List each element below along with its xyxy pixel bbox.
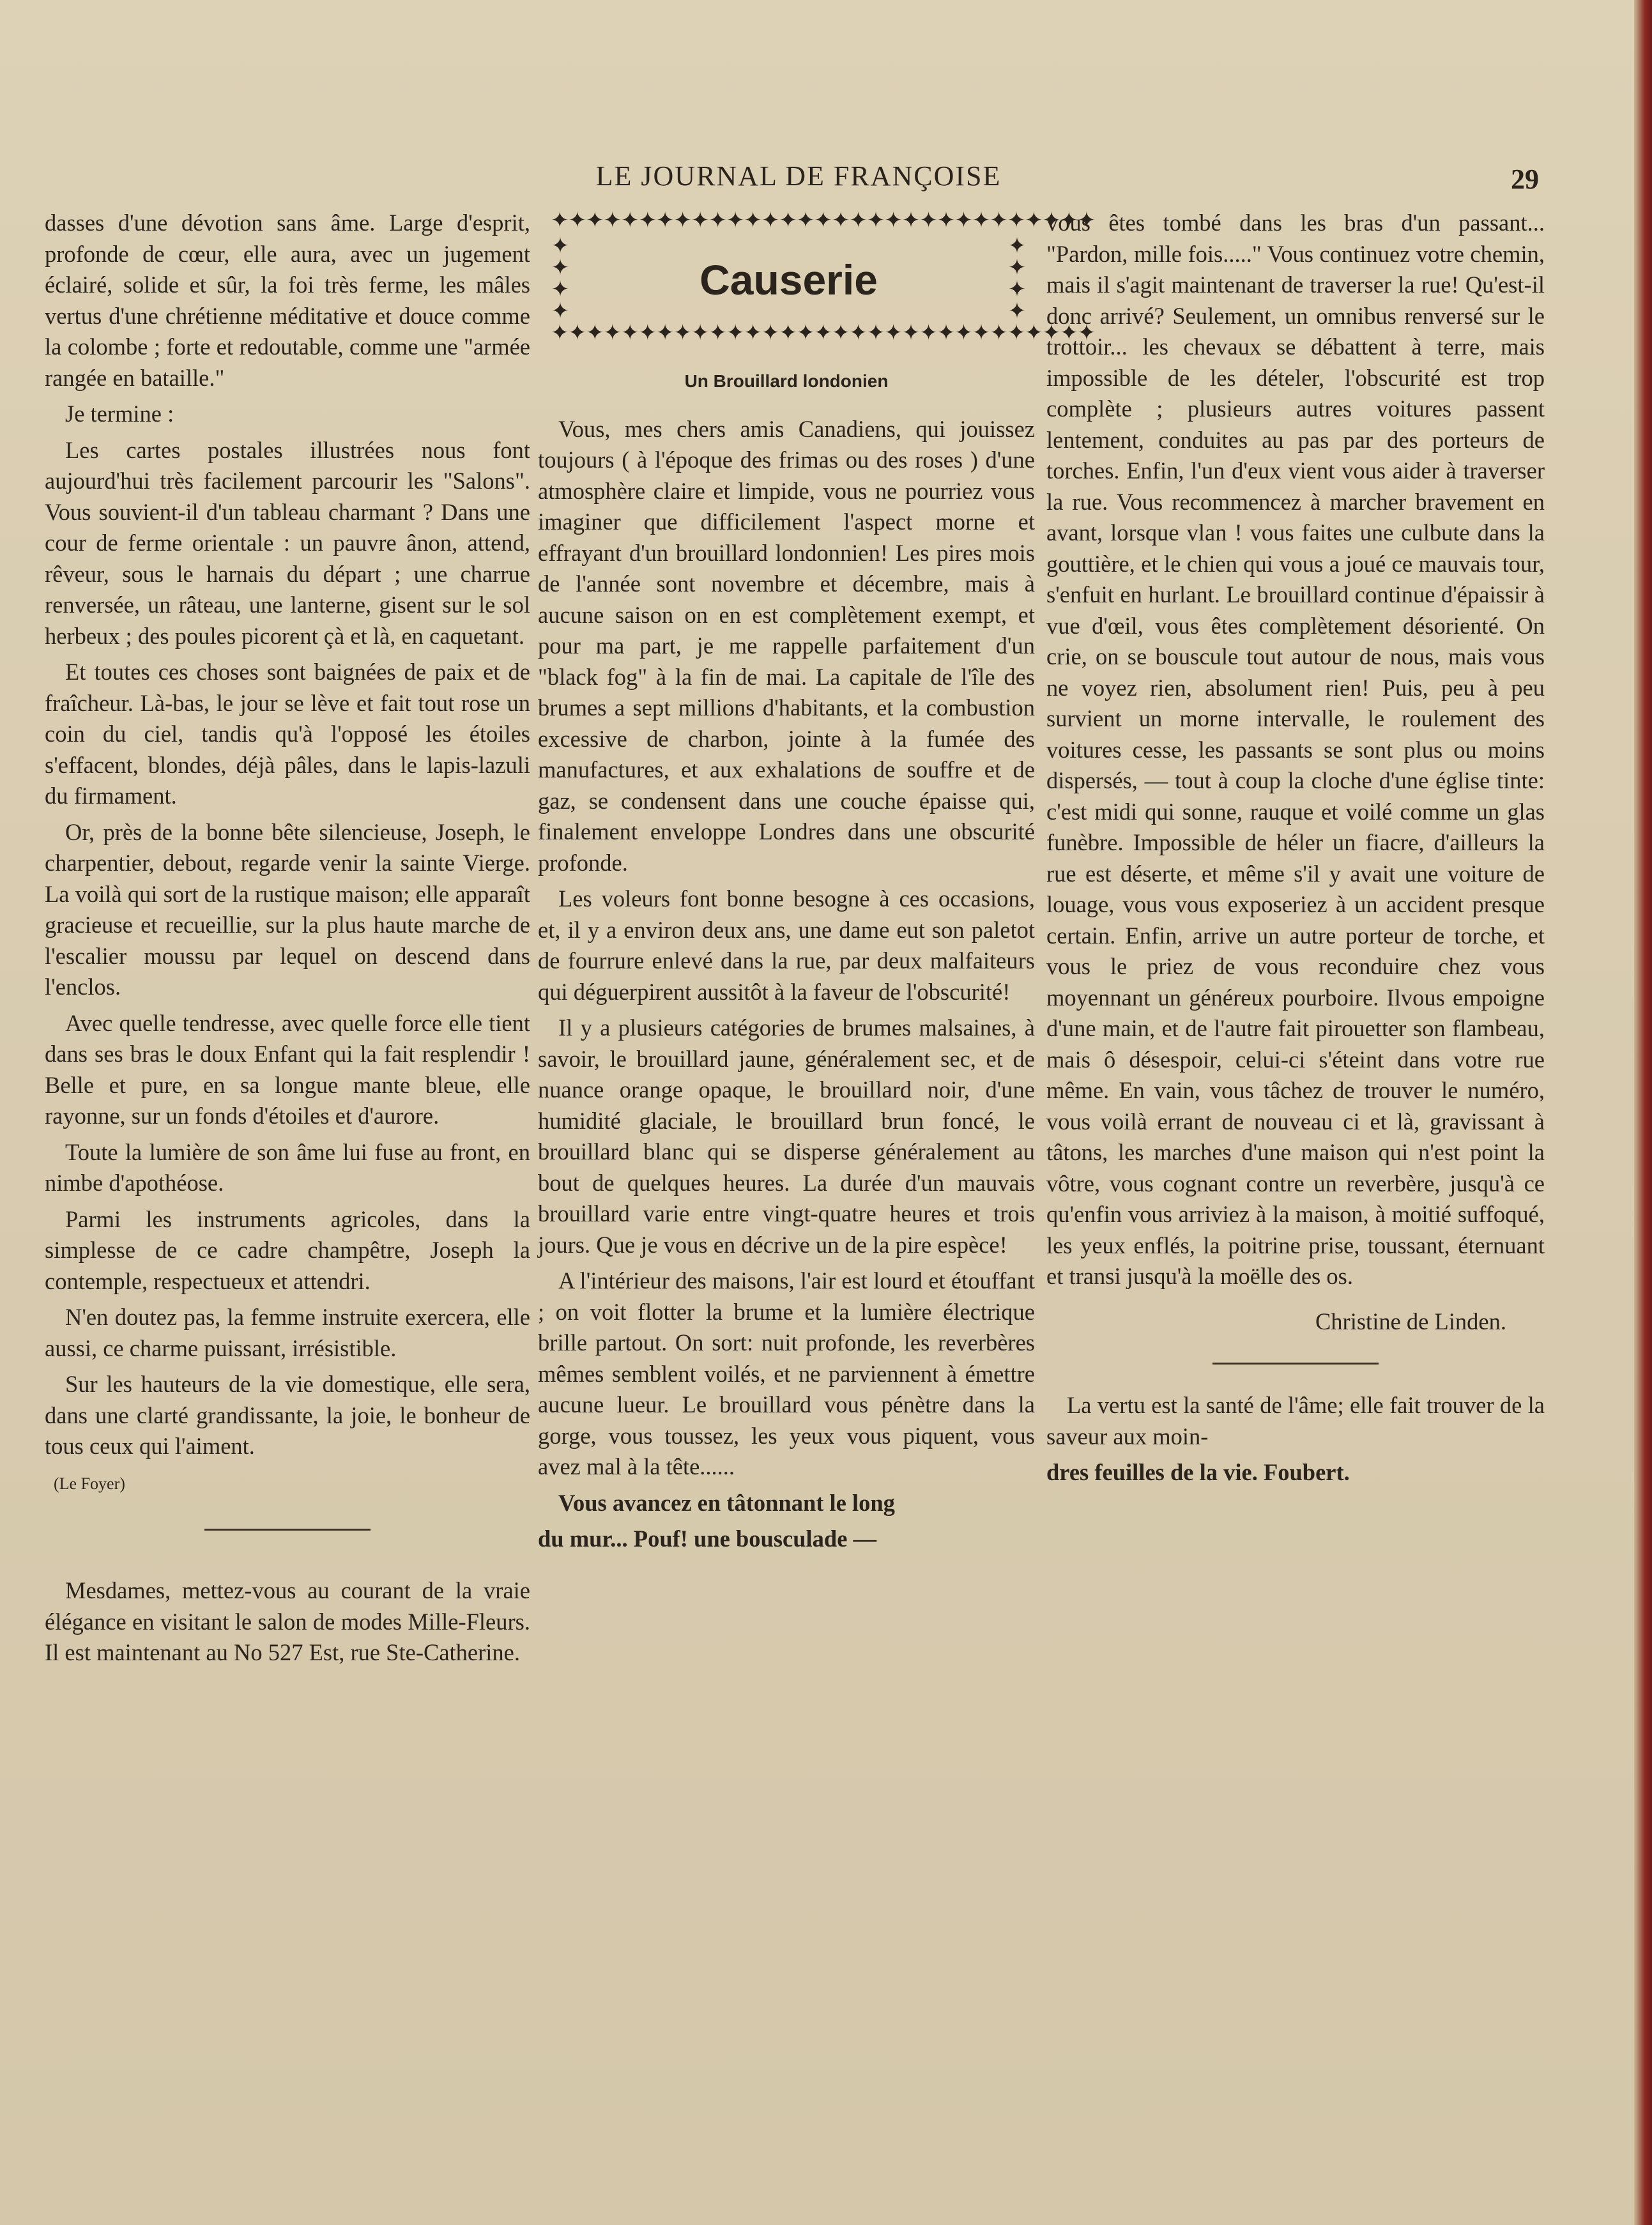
col1-paragraph: Je termine : [65, 401, 174, 427]
running-head: LE JOURNAL DE FRANÇOISE [595, 160, 1002, 192]
star-border-right: ✦ ✦ ✦ ✦ [1007, 234, 1027, 323]
section-title: Causerie [700, 256, 878, 303]
star-border-top: ✦✦✦✦✦✦✦✦✦✦✦✦✦✦✦✦✦✦✦✦✦✦✦✦✦✦✦✦✦✦✦ [551, 209, 1096, 233]
col1-paragraph: N'en doutez pas, la femme instruite exercera, elle aussi, ce charme puissant, irrésistible. [45, 1304, 530, 1361]
closing-quote-end: dres feuilles de la vie. Foubert. [1046, 1459, 1350, 1485]
section-divider [1212, 1363, 1379, 1365]
col2-paragraph: A l'intérieur des maisons, l'air est lourd et étouffant ; on voit flotter la brume et la lumière électrique brille partout. On sort: nuit profonde, les reverbères mêmes semblent voilés, et ne parviennent à émettre aucune lueur. Le brouillard vous pénètre dans la gorge, vous toussez, les yeux vous piquent, vous avez mal à la tête...... [538, 1267, 1035, 1480]
star-border-bottom: ✦✦✦✦✦✦✦✦✦✦✦✦✦✦✦✦✦✦✦✦✦✦✦✦✦✦✦✦✦✦✦ [551, 321, 1096, 345]
author-signature: Christine de Linden. [1315, 1308, 1506, 1334]
col3-paragraph: vous êtes tombé dans les bras d'un passant... "Pardon, mille fois....." Vous continuez votre chemin, mais il s'agit maintenant de traverser la rue! Qu'est-il donc arrivé? Seulement, un omnibus renversé sur le trottoir... les chevaux se débattent à terre, mais impossible de les dételer, l'obscurité est trop complète ; plusieurs autres voitures passent lentement, conduites au pas par des porteurs de torches. Enfin, l'un d'eux vient vous aider à traverser la rue. Vous recommencez à marcher bravement en avant, lorsque vlan ! vous faites une culbute dans la gouttière, et le chien qui vous a joué ce mauvais tour, s'enfuit en hurlant. Le brouillard continue d'épaissir à vue d'œil, vous êtes complètement désorienté. On crie, on se bouscule tout autour de nous, mais vous ne voyez rien, absolument rien! Puis, peu à peu survient un morne intervalle, le roulement des voitures cesse, les passants se sont plus ou moins dispersés, — tout à coup la cloche d'une église tinte: c'est midi qui sonne, rauque et voilé comme un glas funèbre. Impossible de héler un fiacre, d'ailleurs la rue est déserte, et même s'il y avait une voiture de louage, vous vous exposeriez à un accident presque certain. Enfin, arrive un autre porteur de torche, et vous le priez de vous reconduire chez vous moyennant un généreux pourboire. Ilvous empoigne d'une main, et de l'autre fait pirouetter son flambeau, mais ô désespoir, celui-ci s'éteint dans votre rue même. En vain, vous tâchez de trouver le numéro, vous voilà errant de nouveau ci et là, gravissant à tâtons, les marches d'une maison qui n'est point la vôtre, vous cognant contre un reverbère, jusqu'à ce qu'enfin vous arriviez à la maison, à moitié suffoqué, les yeux enflés, la poitrine prise, toussant, éternuant et transi jusqu'à la moëlle des os. [1046, 210, 1545, 1289]
binding-edge [1634, 0, 1652, 2225]
causerie-header-box [551, 209, 1096, 345]
star-border-left: ✦ ✦ ✦ ✦ [551, 234, 570, 323]
section-divider [204, 1529, 371, 1531]
col1-paragraph: Les cartes postales illustrées nous font aujourd'hui très facilement parcourir les "Salons". Vous souvient-il d'un tableau charmant ? Dans une cour de ferme orientale : un pauvre ânon, attend, rêveur, sous le harnais du départ ; une charrue renversée, un râteau, une lanterne, gisent sur le sol herbeux ; des poules picorent çà et là, en caquetant. [45, 436, 530, 649]
column-3 [1046, 208, 1545, 1488]
advertisement: Mesdames, mettez-vous au courant de la vraie élégance en visitant le salon de modes Mille-Fleurs. Il est maintenant au No 527 Est, rue Ste-Catherine. [45, 1577, 530, 1665]
column-2 [538, 208, 1096, 1555]
column-1 [45, 208, 530, 1669]
col2-paragraph: Vous, mes chers amis Canadiens, qui jouissez toujours ( à l'époque des frimas ou des roses ) d'une atmosphère claire et limpide, vous ne pourriez vous imaginer que difficilement l'aspect morne et effrayant d'un brouillard londonnien! Les pires mois de l'année sont novembre et décembre, mais à aucune saison on en est complètement exempt, et pour ma part, je me rappelle parfaitement d'un "black fog" à la fin de mai. La capitale de l'île des brumes a sept millions d'habitants, et la combustion excessive de charbon, jointe à la fumée des manufactures, et aux exhalations de souffre et de gaz, se condensent dans une couche épaisse qui, finalement enveloppe Londres dans une obscurité profonde. [538, 415, 1035, 876]
col1-paragraph: Sur les hauteurs de la vie domestique, elle sera, dans une clarté grandissante, la joie, le bonheur de tous ceux qui l'aiment. [45, 1371, 530, 1459]
source-credit: (Le Foyer) [54, 1474, 125, 1493]
col1-paragraph: dasses d'une dévotion sans âme. Large d'esprit, profonde de cœur, elle aura, avec un jugement éclairé, solide et sûr, la foi très ferme, les mâles vertus d'une chrétienne méditative et douce comme la colombe ; forte et redoutable, comme une "armée rangée en bataille." [45, 210, 530, 391]
col2-paragraph: Les voleurs font bonne besogne à ces occasions, et, il y a environ deux ans, une dame eut son paletot de fourrure enlevé dans la rue, par deux malfaiteurs qui déguerpirent aussitôt à la faveur de l'obscurité! [538, 885, 1035, 1005]
col2-last-line: du mur... Pouf! une bousculade — [538, 1525, 877, 1552]
col1-paragraph: Avec quelle tendresse, avec quelle force elle tient dans ses bras le doux Enfant qui la fait resplendir ! Belle et pure, en sa longue mante bleue, elle rayonne, sur un fonds d'étoiles et d'aurore. [45, 1009, 530, 1129]
col1-paragraph: Et toutes ces choses sont baignées de paix et de fraîcheur. Là-bas, le jour se lève et fait tout rose un coin du ciel, tandis qu'à l'opposé les étoiles s'effacent, blondes, déjà pâles, dans le lapis-lazuli du firmament. [45, 659, 530, 809]
col2-paragraph: Vous avancez en tâtonnant le long [558, 1489, 895, 1516]
col1-paragraph: Parmi les instruments agricoles, dans la simplesse de ce cadre champêtre, Joseph la contemple, respectueux et attendri. [45, 1205, 530, 1294]
closing-quote: La vertu est la santé de l'âme; elle fait trouver de la saveur aux moin- [1046, 1392, 1545, 1449]
page-number: 29 [1511, 164, 1539, 195]
col2-paragraph: Il y a plusieurs catégories de brumes malsaines, à savoir, le brouillard jaune, généralement sec, et de nuance orange opaque, le brouillard noir, d'une humidité glaciale, le brouillard brun foncé, le brouillard blanc qui se disperse généralement au bout de quelques heures. La durée d'un mauvais brouillard varie entre vingt-quatre heures et trois jours. Que je vous en décrive un de la pire espèce! [538, 1014, 1035, 1258]
col1-paragraph: Toute la lumière de son âme lui fuse au front, en nimbe d'apothéose. [45, 1138, 530, 1196]
col1-paragraph: Or, près de la bonne bête silencieuse, Joseph, le charpentier, debout, regarde venir la sainte Vierge. La voilà qui sort de la rustique maison; elle apparaît gracieuse et recueillie, sur la plus haute marche de l'escalier moussu par lequel on descend dans l'enclos. [45, 818, 530, 1000]
article-subtitle: Un Brouillard londonien [684, 371, 889, 391]
